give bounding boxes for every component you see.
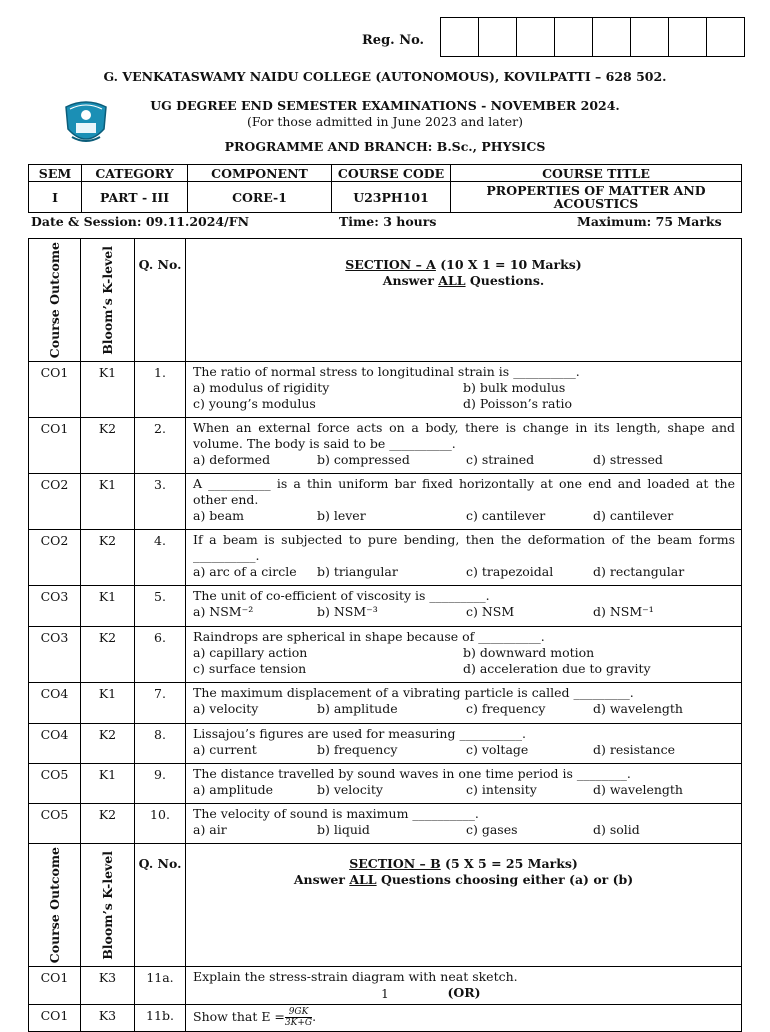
question-number: 9.: [135, 764, 186, 804]
section-b-heading: SECTION – B (5 X 5 = 25 Marks) Answer ALL Questions choosing either (a) or (b): [186, 844, 742, 967]
reg-no-label: Reg. No.: [362, 33, 425, 48]
maximum-marks: Maximum: 75 Marks: [577, 214, 722, 229]
answer-option: b) compressed: [317, 452, 410, 468]
answer-option: c) voltage: [466, 742, 529, 758]
bloom-level: K2: [81, 418, 135, 474]
header-question-number-b: Q. No.: [135, 844, 186, 967]
answer-option: a) modulus of rigidity: [193, 380, 330, 396]
question-text: [186, 474, 742, 530]
question-stem: The unit of co-efficient of viscosity is _________.: [193, 588, 490, 604]
bloom-level: K2: [81, 530, 135, 586]
answer-option: b) liquid: [317, 822, 370, 838]
answer-option: a) beam: [193, 508, 245, 524]
value-component: CORE-1: [188, 182, 332, 213]
bloom-level: K1: [81, 683, 135, 724]
question-number: 7.: [135, 683, 186, 724]
q11b-k: K3: [81, 1005, 135, 1032]
bloom-level: K1: [81, 474, 135, 530]
exam-title: UG DEGREE END SEMESTER EXAMINATIONS - NOVEMBER 2024.: [150, 98, 620, 113]
answer-option: c) young’s modulus: [193, 396, 316, 412]
admitted-note: (For those admitted in June 2023 and later): [247, 114, 523, 129]
question-number: 2.: [135, 418, 186, 474]
question-stem: When an external force acts on a body, there is change in its length, shape and volume. The body is said to be __________.: [193, 420, 735, 452]
value-sem: I: [29, 182, 82, 213]
answer-option: d) cantilever: [593, 508, 674, 524]
q11b-no: 11b.: [135, 1005, 186, 1032]
question-row: [29, 764, 742, 804]
answer-option: a) deformed: [193, 452, 271, 468]
answer-option: b) NSM⁻³: [317, 604, 378, 620]
course-outcome: CO5: [29, 804, 81, 844]
value-course-title: PROPERTIES OF MATTER AND ACOUSTICS: [451, 182, 742, 213]
header-bloom-level-b: Bloom’s K-level: [81, 844, 135, 967]
question-number: 1.: [135, 362, 186, 418]
bloom-level: K1: [81, 362, 135, 418]
q11b-text: Show that E = $\frac{9GK}{3K+G}$ .: [186, 1005, 742, 1032]
question-number: 6.: [135, 627, 186, 683]
college-name: G. VENKATASWAMY NAIDU COLLEGE (AUTONOMOUS), KOVILPATTI – 628 502.: [103, 69, 667, 84]
question-text: [186, 724, 742, 764]
question-stem: Raindrops are spherical in shape because of __________.: [193, 629, 545, 645]
header-component: COMPONENT: [188, 165, 332, 182]
question-stem: The distance travelled by sound waves in one time period is ________.: [193, 766, 631, 782]
question-stem: The velocity of sound is maximum __________.: [193, 806, 479, 822]
answer-option: c) frequency: [466, 701, 546, 717]
course-outcome: CO2: [29, 530, 81, 586]
answer-option: a) air: [193, 822, 227, 838]
programme-branch: PROGRAMME AND BRANCH: B.Sc., PHYSICS: [224, 139, 546, 154]
question-number: 10.: [135, 804, 186, 844]
course-info-table: [28, 164, 742, 213]
header-category: CATEGORY: [82, 165, 188, 182]
answer-option: c) gases: [466, 822, 518, 838]
answer-option: b) velocity: [317, 782, 383, 798]
question-row: [29, 362, 742, 418]
exam-time: Time: 3 hours: [339, 214, 437, 229]
question-stem: The ratio of normal stress to longitudinal strain is __________.: [193, 364, 580, 380]
answer-option: d) wavelength: [593, 782, 683, 798]
answer-option: a) NSM⁻²: [193, 604, 254, 620]
header-course-outcome-b: Course Outcome: [29, 844, 81, 967]
answer-option: a) amplitude: [193, 782, 274, 798]
header-course-code: COURSE CODE: [332, 165, 451, 182]
answer-option: b) bulk modulus: [463, 380, 566, 396]
q11a-no: 11a.: [135, 967, 186, 1005]
header-sem: SEM: [29, 165, 82, 182]
question-stem: A __________ is a thin uniform bar fixed horizontally at one end and loaded at the other end.: [193, 476, 735, 508]
question-number: 5.: [135, 586, 186, 627]
answer-option: c) NSM: [466, 604, 515, 620]
q11a-k: K3: [81, 967, 135, 1005]
answer-option: c) cantilever: [466, 508, 546, 524]
answer-option: b) frequency: [317, 742, 398, 758]
section-a-heading: SECTION – A (10 X 1 = 10 Marks) Answer ALL Questions.: [186, 239, 742, 362]
bloom-level: K2: [81, 724, 135, 764]
question-text: [186, 683, 742, 724]
question-number: 8.: [135, 724, 186, 764]
answer-option: c) strained: [466, 452, 535, 468]
header-question-number: Q. No.: [135, 239, 186, 362]
question-number: 3.: [135, 474, 186, 530]
question-number: 4.: [135, 530, 186, 586]
fraction: $\frac{9GK}{3K+G}$: [284, 1007, 313, 1029]
question-text: [186, 804, 742, 844]
question-text: [186, 418, 742, 474]
answer-option: b) lever: [317, 508, 366, 524]
question-row: [29, 627, 742, 683]
question-text: [186, 586, 742, 627]
or-label: (OR): [447, 985, 481, 1001]
bloom-level: K1: [81, 586, 135, 627]
page-number: 1: [381, 987, 389, 1001]
q11a-co: CO1: [29, 967, 81, 1005]
answer-option: b) triangular: [317, 564, 398, 580]
bloom-level: K2: [81, 804, 135, 844]
course-outcome: CO3: [29, 627, 81, 683]
answer-option: b) amplitude: [317, 701, 398, 717]
answer-option: d) Poisson’s ratio: [463, 396, 573, 412]
value-category: PART - III: [82, 182, 188, 213]
answer-option: d) wavelength: [593, 701, 683, 717]
question-stem: If a beam is subjected to pure bending, then the deformation of the beam forms __________.: [193, 532, 735, 564]
reg-no-boxes[interactable]: [440, 17, 745, 57]
bloom-level: K2: [81, 627, 135, 683]
bloom-level: K1: [81, 764, 135, 804]
course-outcome: CO5: [29, 764, 81, 804]
answer-option: c) surface tension: [193, 661, 307, 677]
answer-option: b) downward motion: [463, 645, 595, 661]
answer-option: d) NSM⁻¹: [593, 604, 654, 620]
date-session: Date & Session: 09.11.2024/FN: [31, 214, 249, 229]
question-row: [29, 804, 742, 844]
question-stem: Lissajou’s figures are used for measuring __________.: [193, 726, 526, 742]
value-course-code: U23PH101: [332, 182, 451, 213]
question-row: [29, 474, 742, 530]
course-outcome: CO1: [29, 362, 81, 418]
q11a-text: Explain the stress-strain diagram with neat sketch. (OR): [186, 967, 742, 1005]
question-row: [29, 418, 742, 474]
answer-option: a) current: [193, 742, 257, 758]
header-course-title: COURSE TITLE: [451, 165, 742, 182]
q11b-co: CO1: [29, 1005, 81, 1032]
course-outcome: CO4: [29, 724, 81, 764]
answer-option: a) arc of a circle: [193, 564, 297, 580]
course-outcome: CO4: [29, 683, 81, 724]
answer-option: d) solid: [593, 822, 640, 838]
question-row: [29, 683, 742, 724]
question-stem: The maximum displacement of a vibrating particle is called _________.: [193, 685, 634, 701]
answer-option: d) acceleration due to gravity: [463, 661, 651, 677]
answer-option: d) stressed: [593, 452, 663, 468]
course-outcome: CO2: [29, 474, 81, 530]
question-table: [28, 238, 742, 1032]
question-text: [186, 627, 742, 683]
answer-option: a) capillary action: [193, 645, 308, 661]
course-outcome: CO1: [29, 418, 81, 474]
header-bloom-level: Bloom’s K-level: [81, 239, 135, 362]
question-text: [186, 764, 742, 804]
answer-option: d) resistance: [593, 742, 675, 758]
header-course-outcome: Course Outcome: [29, 239, 81, 362]
question-text: [186, 362, 742, 418]
question-text: [186, 530, 742, 586]
question-row: [29, 586, 742, 627]
answer-option: a) velocity: [193, 701, 259, 717]
course-outcome: CO3: [29, 586, 81, 627]
answer-option: c) trapezoidal: [466, 564, 554, 580]
question-row: [29, 724, 742, 764]
question-row: [29, 530, 742, 586]
answer-option: c) intensity: [466, 782, 537, 798]
answer-option: d) rectangular: [593, 564, 685, 580]
